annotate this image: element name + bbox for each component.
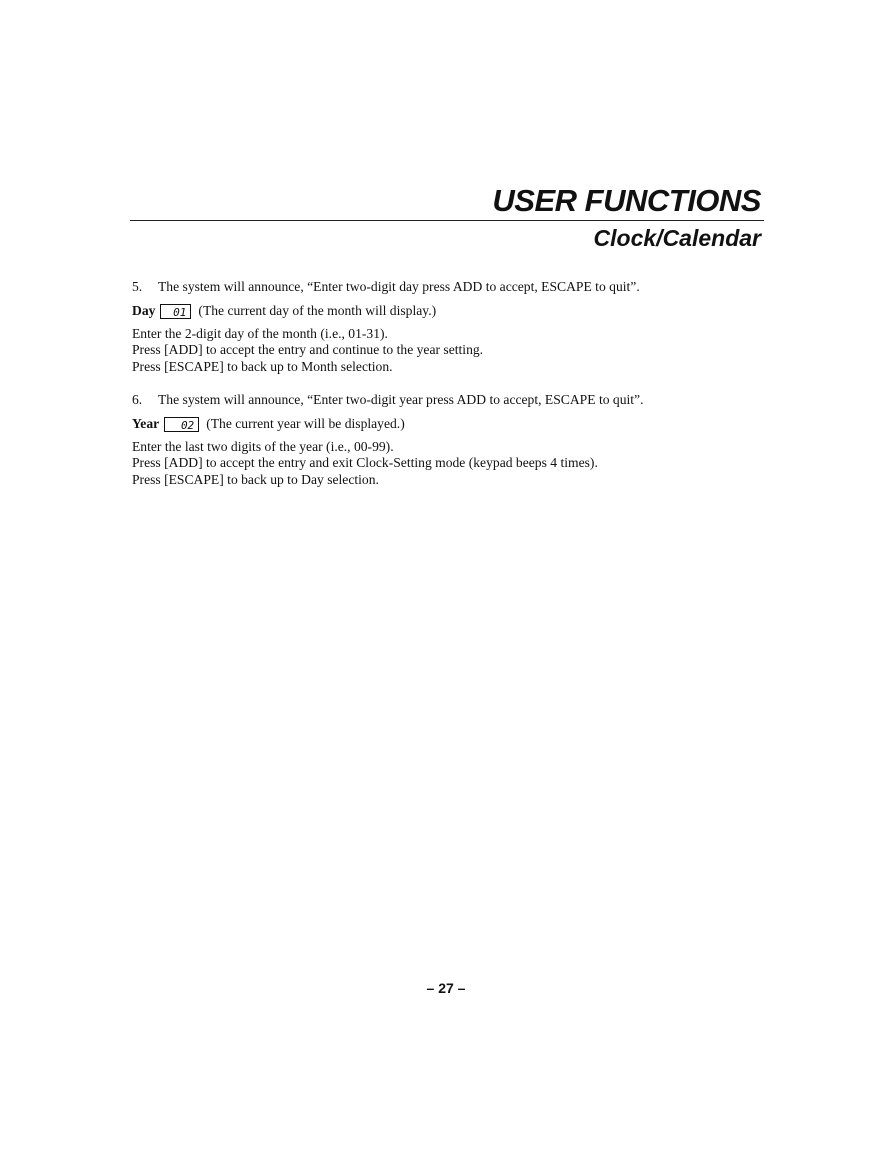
page-header	[130, 183, 764, 253]
step-5	[132, 279, 772, 375]
subsection-title: Clock/Calendar	[593, 225, 761, 251]
step-5-text: The system will announce, “Enter two-digit day press ADD to accept, ESCAPE to quit”.	[158, 279, 640, 294]
step-6-line: Press [ADD] to accept the entry and exit Clock-Setting mode (keypad beeps 4 times).	[132, 455, 598, 470]
day-field-label: Day	[132, 303, 156, 319]
day-display-box: 01	[160, 304, 191, 319]
header-divider	[130, 220, 764, 221]
page-number: – 27 –	[426, 980, 466, 996]
step-5-instruction	[132, 279, 772, 296]
day-field-note: (The current day of the month will display.)	[198, 303, 437, 319]
step-6-line: Enter the last two digits of the year (i.e., 00-99).	[132, 438, 394, 454]
year-display-box: 02	[164, 417, 199, 432]
step-6-number: 6.	[132, 392, 143, 407]
year-field-label: Year	[132, 416, 160, 432]
section-title: USER FUNCTIONS	[492, 183, 761, 218]
step-6-instruction	[132, 392, 772, 409]
page-body	[132, 279, 772, 488]
step-5-line: Press [ADD] to accept the entry and continue to the year setting.	[132, 342, 484, 357]
step-5-line: Press [ESCAPE] to back up to Month selection.	[132, 358, 393, 374]
year-field-row	[132, 415, 772, 435]
year-field-note: (The current year will be displayed.)	[206, 416, 405, 432]
day-field-row	[132, 302, 772, 322]
spacer	[132, 375, 772, 392]
step-5-number: 5.	[132, 279, 143, 294]
step-6	[132, 392, 772, 488]
step-5-line: Enter the 2-digit day of the month (i.e., 01-31).	[132, 325, 388, 341]
step-6-text: The system will announce, “Enter two-digit year press ADD to accept, ESCAPE to quit”.	[158, 392, 644, 407]
step-6-line: Press [ESCAPE] to back up to Day selection.	[132, 471, 379, 487]
